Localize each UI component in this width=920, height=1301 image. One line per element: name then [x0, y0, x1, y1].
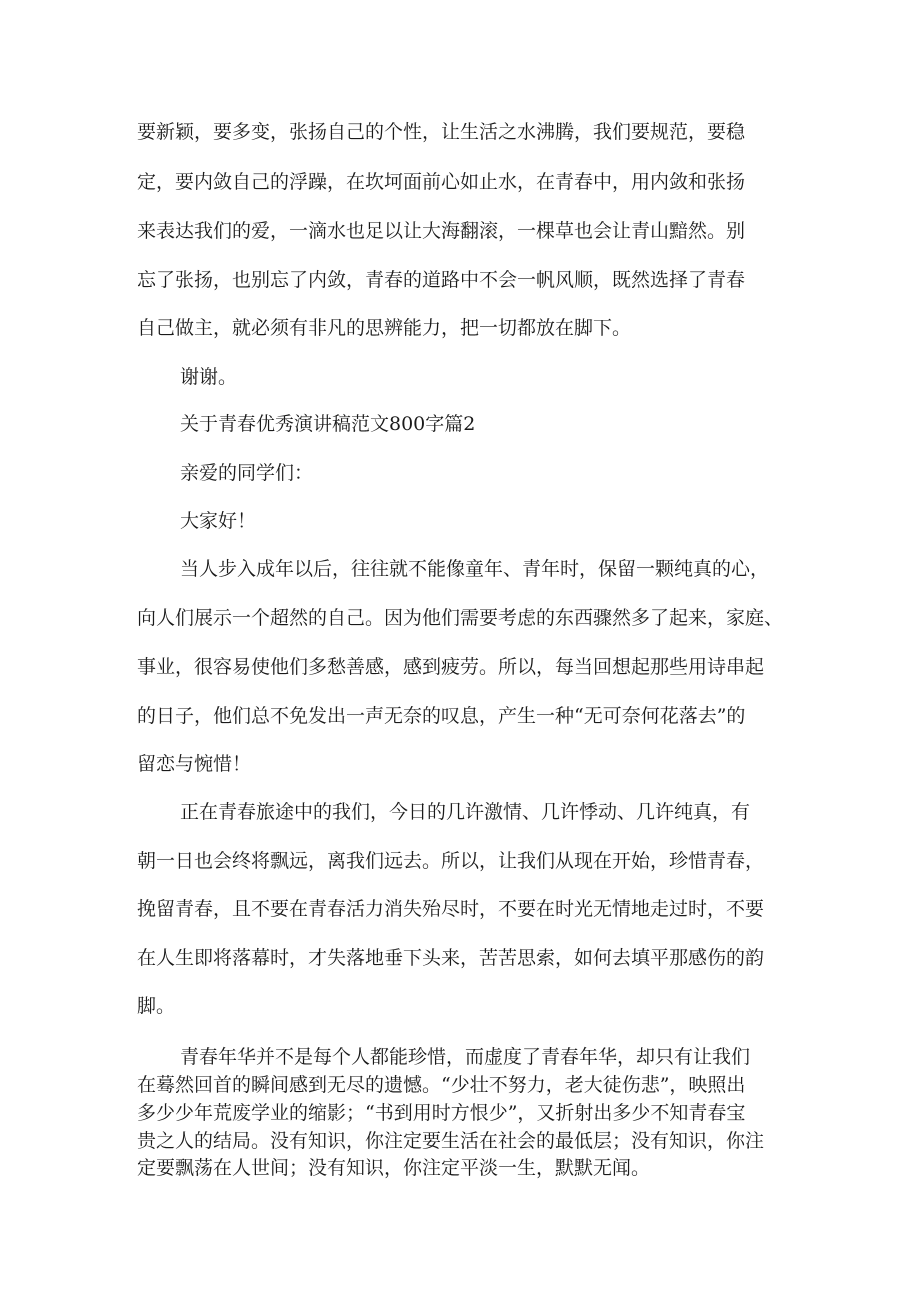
- salutation-line: 亲爱的同学们：: [180, 462, 314, 484]
- text-line: 正在青春旅途中的我们，今日的几许激情、几许悸动、几许纯真，有: [180, 801, 751, 823]
- text-line: 的日子，他们总不免发出一声无奈的叹息，产生一种“无可奈何花落去”的: [137, 705, 746, 727]
- text-line: 自己做主，就必须有非凡的思辨能力，把一切都放在脚下。: [137, 317, 632, 339]
- text-line: 留恋与惋惜！: [137, 753, 252, 775]
- thanks-line: 谢谢。: [180, 366, 238, 388]
- text-line: 朝一日也会终将飘远，离我们远去。所以，让我们从现在开始，珍惜青春，: [137, 850, 765, 872]
- text-line: 青春年华并不是每个人都能珍惜，而虚度了青春年华，却只有让我们: [180, 1046, 751, 1068]
- text-line: 来表达我们的爱，一滴水也足以让大海翻滚，一棵草也会让青山黯然。别: [137, 220, 746, 242]
- text-line: 当人步入成年以后，往往就不能像童年、青年时，保留一颗纯真的心，: [180, 558, 770, 580]
- text-line: 事业，很容易使他们多愁善感，感到疲劳。所以，每当回想起那些用诗串起: [137, 656, 765, 678]
- text-line: 在人生即将落幕时，才失落地垂下头来，苦苦思索，如何去填平那感伤的韵: [137, 947, 765, 969]
- text-line: 脚。: [137, 995, 176, 1017]
- text-line: 在蓦然回首的瞬间感到无尽的遗憾。“少壮不努力，老大徒伤悲”，映照出: [137, 1074, 746, 1096]
- text-line: 定，要内敛自己的浮躁，在坎坷面前心如止水，在青春中，用内敛和张扬: [137, 171, 746, 193]
- text-line: 定要飘荡在人世间；没有知识，你注定平淡一生，默默无闻。: [137, 1157, 651, 1179]
- section-heading: 关于青春优秀演讲稿范文800字篇2: [180, 413, 476, 435]
- text-line: 要新颖，要多变，张扬自己的个性，让生活之水沸腾，我们要规范，要稳: [137, 121, 746, 143]
- text-line: 挽留青春，且不要在青春活力消失殆尽时，不要在时光无情地走过时，不要: [137, 898, 765, 920]
- text-line: 多少少年荒废学业的缩影；“书到用时方恨少”，又折射出多少不知青春宝: [137, 1102, 746, 1124]
- text-line: 忘了张扬，也别忘了内敛，青春的道路中不会一帆风顺，既然选择了青春: [137, 269, 746, 291]
- text-line: 向人们展示一个超然的自己。因为他们需要考虑的东西骤然多了起来，家庭、: [137, 607, 784, 629]
- text-line: 贵之人的结局。没有知识，你注定要生活在社会的最低层；没有知识，你注: [137, 1130, 765, 1152]
- greeting-line: 大家好！: [180, 510, 257, 532]
